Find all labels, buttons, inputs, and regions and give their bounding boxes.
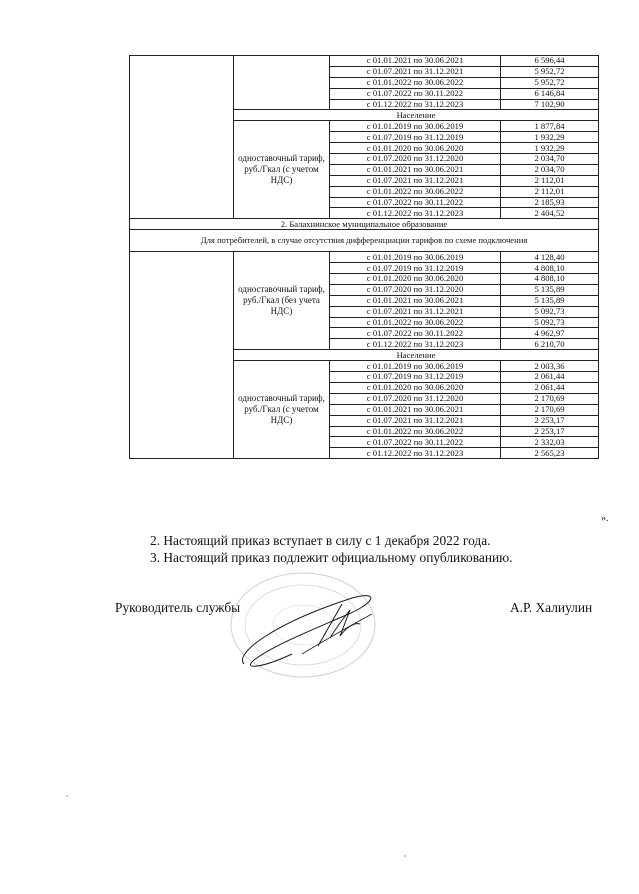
tariff-value-cell: 2 253,17 [501, 415, 599, 426]
tariff-value-cell: 1 932,29 [501, 143, 599, 154]
period-cell: с 01.07.2022 по 30.11.2022 [330, 197, 501, 208]
period-cell: с 01.01.2021 по 30.06.2021 [330, 404, 501, 415]
tariff-value-cell: 5 092,73 [501, 306, 599, 317]
tariff-type-label: одноставочный тариф, руб./Гкал (с учетом НДС) [234, 361, 330, 459]
clause-effective-date: 2. Настоящий приказ вступает в силу с 1 декабря 2022 года. [150, 533, 491, 548]
table-row [130, 56, 599, 67]
period-cell: с 01.12.2022 по 31.12.2023 [330, 448, 501, 459]
tariff-value-cell: 2 061,44 [501, 382, 599, 393]
tariff-value-cell: 5 952,72 [501, 77, 599, 88]
blank-cell [234, 56, 330, 110]
period-cell: с 01.01.2022 по 30.06.2022 [330, 426, 501, 437]
tariff-value-cell: 2 034,70 [501, 164, 599, 175]
period-cell: с 01.07.2021 по 31.12.2021 [330, 175, 501, 186]
tariff-value-cell: 2 170,69 [501, 404, 599, 415]
period-cell: с 01.12.2022 по 31.12.2023 [330, 339, 501, 350]
table-row [130, 252, 599, 263]
tariff-value-cell: 6 146,84 [501, 88, 599, 99]
tariff-value-cell: 4 962,97 [501, 328, 599, 339]
tariff-type-label: одноставочный тариф, руб./Гкал (с учетом НДС) [234, 121, 330, 219]
tariff-value-cell: 1 932,29 [501, 132, 599, 143]
period-cell: с 01.07.2020 по 31.12.2020 [330, 393, 501, 404]
period-cell: с 01.01.2022 по 30.06.2022 [330, 317, 501, 328]
period-cell: с 01.01.2021 по 30.06.2021 [330, 295, 501, 306]
scan-speck [66, 795, 68, 797]
period-cell: с 01.07.2021 по 31.12.2021 [330, 306, 501, 317]
tariff-value-cell: 2 185,93 [501, 197, 599, 208]
tariff-value-cell: 5 092,73 [501, 317, 599, 328]
tariff-value-cell: 4 128,40 [501, 252, 599, 263]
handwritten-signature [232, 584, 382, 674]
period-cell: с 01.01.2021 по 30.06.2021 [330, 56, 501, 67]
period-cell: с 01.07.2022 по 30.11.2022 [330, 437, 501, 448]
period-cell: с 01.01.2020 по 30.06.2020 [330, 274, 501, 285]
closing-quote-mark: ». [601, 513, 609, 524]
period-cell: с 01.07.2021 по 31.12.2021 [330, 415, 501, 426]
signer-title: Руководитель службы [115, 600, 241, 615]
tariff-value-cell: 1 877,84 [501, 121, 599, 132]
tariff-table-body [130, 56, 599, 459]
period-cell: с 01.12.2022 по 31.12.2023 [330, 99, 501, 110]
tariff-value-cell: 5 135,89 [501, 295, 599, 306]
tariff-value-cell: 2 003,36 [501, 361, 599, 372]
tariff-type-label: одноставочный тариф, руб./Гкал (без учета НДС) [234, 252, 330, 350]
consumers-header: Для потребителей, в случае отсутствия дифференциации тарифов по схеме подключения [130, 230, 599, 252]
tariff-value-cell: 2 112,01 [501, 175, 599, 186]
tariff-value-cell: 2 565,23 [501, 448, 599, 459]
municipality-section-title: 2. Балахнинское муниципальное образование [130, 219, 599, 230]
period-cell: с 01.12.2022 по 31.12.2023 [330, 208, 501, 219]
blank-cell [130, 56, 234, 219]
tariff-value-cell: 5 952,72 [501, 66, 599, 77]
period-cell: с 01.01.2019 по 30.06.2019 [330, 361, 501, 372]
period-cell: с 01.01.2022 по 30.06.2022 [330, 186, 501, 197]
period-cell: с 01.07.2019 по 31.12.2019 [330, 132, 501, 143]
tariff-value-cell: 2 034,70 [501, 154, 599, 165]
blank-cell [130, 252, 234, 459]
tariff-value-cell: 4 808,10 [501, 263, 599, 274]
tariff-value-cell: 2 112,01 [501, 186, 599, 197]
tariff-value-cell: 7 102,90 [501, 99, 599, 110]
period-cell: с 01.07.2020 по 31.12.2020 [330, 284, 501, 295]
period-cell: с 01.07.2019 по 31.12.2019 [330, 372, 501, 383]
population-header: Население [234, 350, 599, 361]
tariff-value-cell: 2 404,52 [501, 208, 599, 219]
tariff-value-cell: 4 808,10 [501, 274, 599, 285]
period-cell: с 01.01.2021 по 30.06.2021 [330, 164, 501, 175]
period-cell: с 01.07.2020 по 31.12.2020 [330, 154, 501, 165]
period-cell: с 01.01.2020 по 30.06.2020 [330, 143, 501, 154]
tariff-table [129, 55, 599, 459]
signer-name: А.Р. Халиулин [510, 600, 593, 615]
tariff-value-cell: 5 135,89 [501, 284, 599, 295]
consumers-header-row [130, 230, 599, 252]
section-title-row [130, 219, 599, 230]
period-cell: с 01.07.2021 по 31.12.2021 [330, 66, 501, 77]
tariff-value-cell: 6 210,70 [501, 339, 599, 350]
clause-publication: 3. Настоящий приказ подлежит официальному опубликованию. [150, 550, 513, 565]
period-cell: с 01.01.2020 по 30.06.2020 [330, 382, 501, 393]
period-cell: с 01.01.2022 по 30.06.2022 [330, 77, 501, 88]
period-cell: с 01.01.2019 по 30.06.2019 [330, 252, 501, 263]
population-header: Население [234, 110, 599, 121]
period-cell: с 01.01.2019 по 30.06.2019 [330, 121, 501, 132]
tariff-value-cell: 2 170,69 [501, 393, 599, 404]
tariff-value-cell: 2 332,03 [501, 437, 599, 448]
scan-speck [404, 855, 406, 857]
period-cell: с 01.07.2019 по 31.12.2019 [330, 263, 501, 274]
tariff-value-cell: 6 596,44 [501, 56, 599, 67]
period-cell: с 01.07.2022 по 30.11.2022 [330, 328, 501, 339]
tariff-value-cell: 2 253,17 [501, 426, 599, 437]
tariff-value-cell: 2 061,44 [501, 372, 599, 383]
period-cell: с 01.07.2022 по 30.11.2022 [330, 88, 501, 99]
